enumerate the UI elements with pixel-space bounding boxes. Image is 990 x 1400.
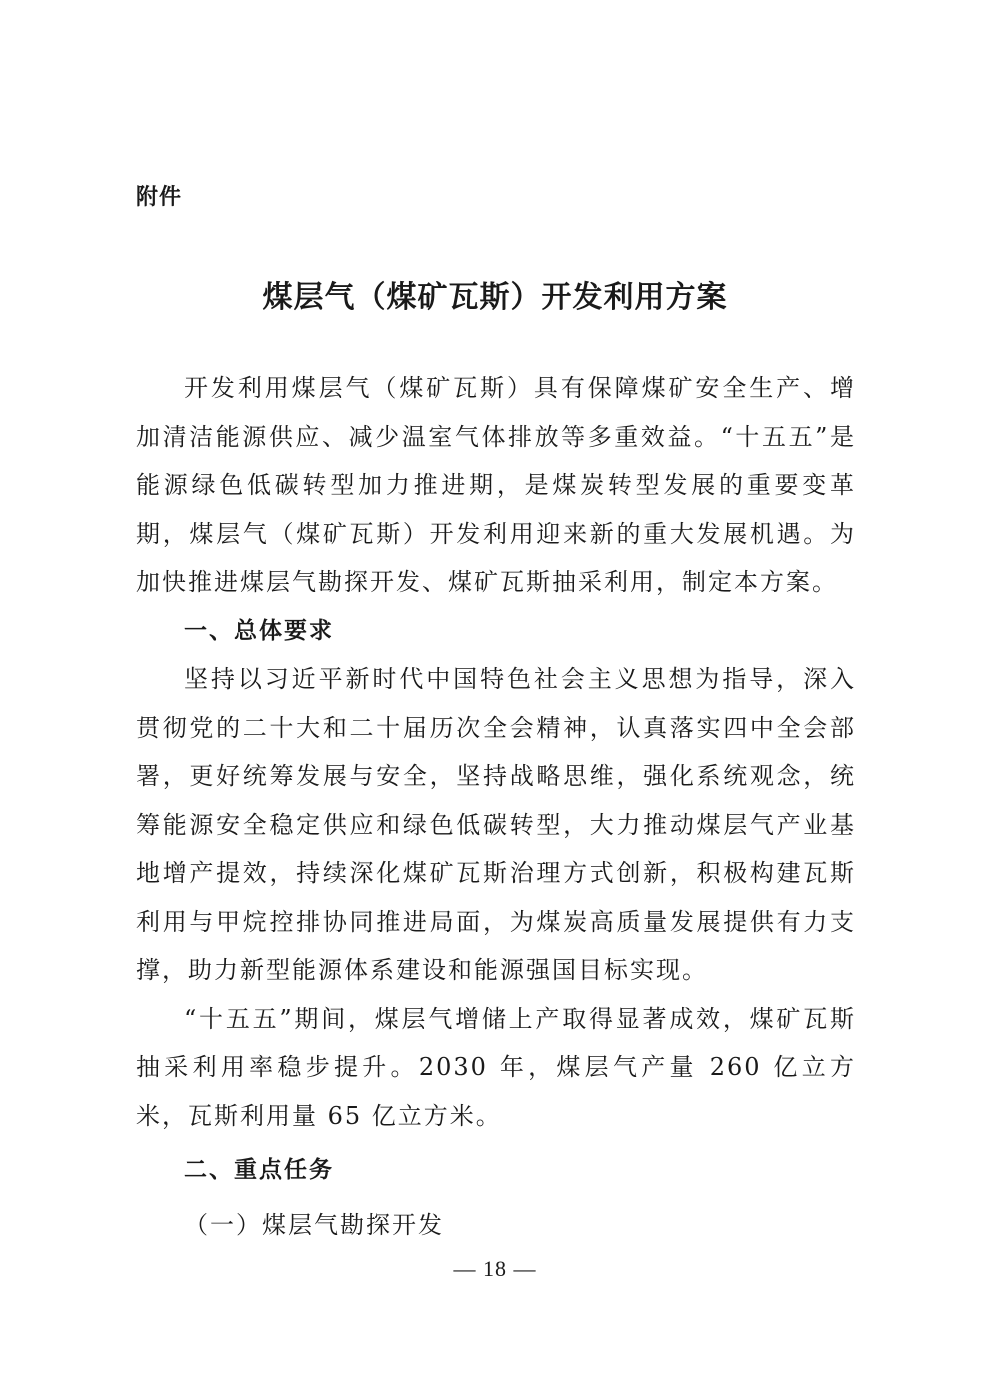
section-heading-key-tasks: 二、重点任务: [184, 1157, 334, 1183]
intro-paragraph: 开发利用煤层气（煤矿瓦斯）具有保障煤矿安全生产、增加清洁能源供应、减少温室气体排放等多重效益。“十五五”是能源绿色低碳转型加力推进期，是煤炭转型发展的重要变革期，煤层气（煤矿瓦斯）开发利用迎来新的重大发展机遇。为加快推进煤层气勘探开发、煤矿瓦斯抽采利用，制定本方案。: [136, 374, 856, 596]
section-heading-overall-requirements: 一、总体要求: [184, 617, 334, 644]
document-body: [136, 364, 856, 1249]
page-number: — 18 —: [453, 1256, 537, 1281]
section-1-paragraph-targets: “十五五”期间，煤层气增储上产取得显著成效，煤矿瓦斯抽采利用率稳步提升。2030 年，煤层气产量 260 亿立方米，瓦斯利用量 65 亿立方米。: [136, 1004, 856, 1130]
attachment-label: 附件: [136, 185, 183, 210]
subsection-heading-cbm-exploration: （一）煤层气勘探开发: [184, 1210, 444, 1239]
document-title: 煤层气（煤矿瓦斯）开发利用方案: [262, 280, 728, 315]
section-1-paragraph-guidance: 坚持以习近平新时代中国特色社会主义思想为指导，深入贯彻党的二十大和二十届历次全会精神，认真落实四中全会部署，更好统筹发展与安全，坚持战略思维，强化系统观念，统筹能源安全稳定供应和绿色低碳转型，大力推动煤层气产业基地增产提效，持续深化煤矿瓦斯治理方式创新，积极构建瓦斯利用与甲烷控排协同推进局面，为煤炭高质量发展提供有力支撑，助力新型能源体系建设和能源强国目标实现。: [136, 665, 856, 984]
